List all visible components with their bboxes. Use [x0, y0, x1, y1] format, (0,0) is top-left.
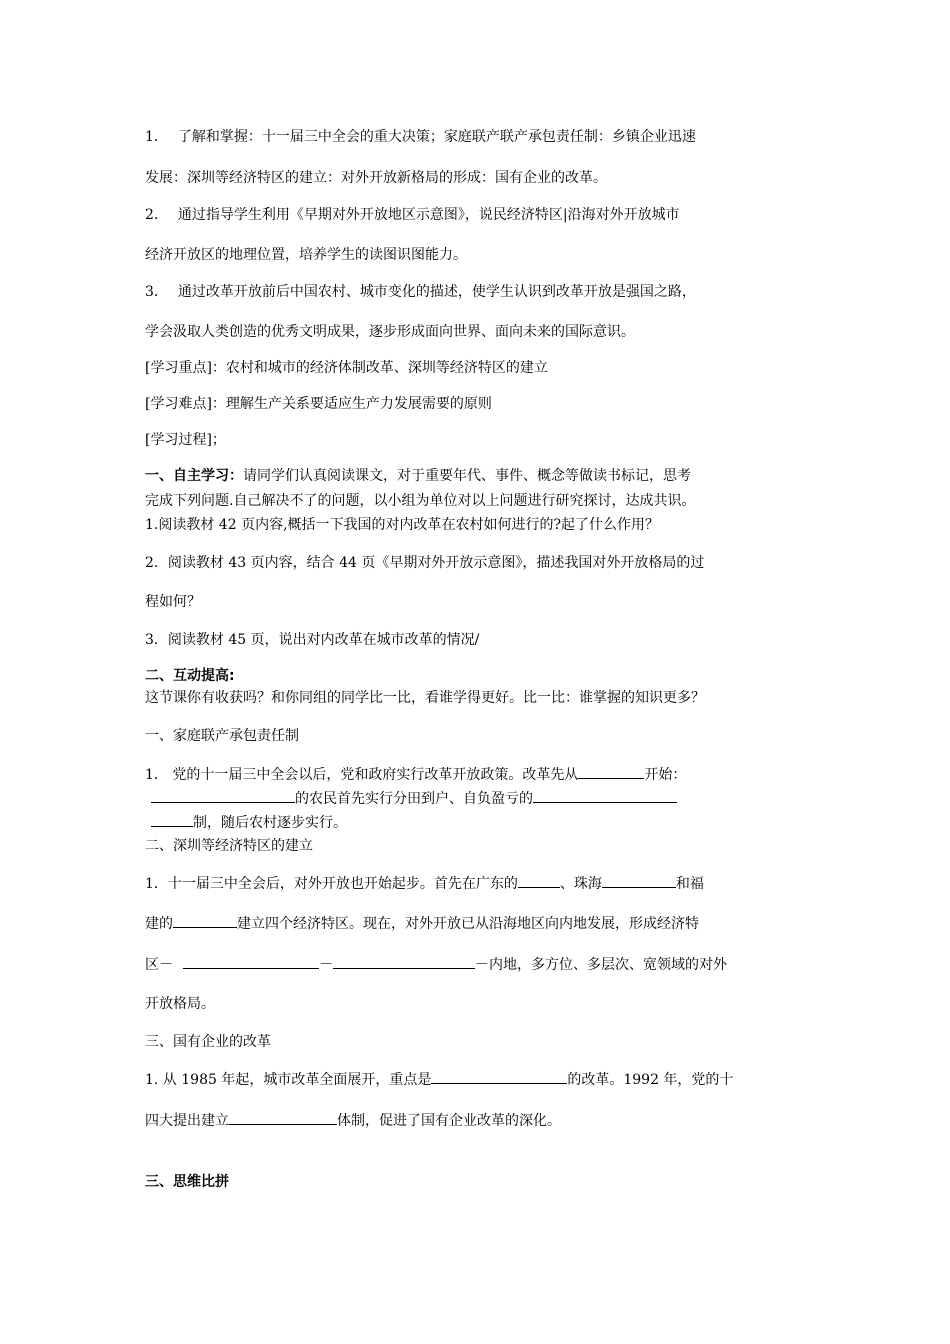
- learning-process: [学习过程]；: [145, 432, 226, 448]
- objective-3-line-2: 学会汲取人类创造的优秀文明成果，逐步形成面向世界、面向未来的国际意识。: [145, 324, 635, 340]
- section1-intro-line-2: 完成下列问题.自己解决不了的问题，以小组为单位对以上问题进行研究探讨，达成共识。: [145, 493, 696, 509]
- part3-line-1: 1. 从 1985 年起，城市改革全面展开，重点是 的改革。1992 年，党的十: [145, 1069, 733, 1090]
- part3-line-2: 四大提出建立 体制，促进了国有企业改革的深化。: [145, 1110, 561, 1131]
- fill-blank[interactable]: [173, 913, 237, 928]
- fill-blank[interactable]: [533, 788, 677, 803]
- section1-title: 一、自主学习：: [145, 468, 243, 484]
- section1-intro-line-1: 一、自主学习：请同学们认真阅读课文，对于重要年代、事件、概念等做读书标记，思考: [145, 468, 691, 484]
- objective-1-line-1: 1． 了解和掌握：十一届三中全会的重大决策；家庭联产联产承包责任制：乡镇企业迅速: [145, 129, 696, 145]
- part1-line-1: 1． 党的十一届三中全会以后，党和政府实行改革开放政策。改革先从 开始：: [145, 764, 686, 785]
- fill-blank[interactable]: [518, 873, 560, 888]
- part2-line-1: 1．十一届三中全会后，对外开放也开始起步。首先在广东的 、珠海 和福: [145, 873, 704, 894]
- fill-blank[interactable]: [229, 1110, 337, 1125]
- objective-2-line-2: 经济开放区的地理位置，培养学生的读图识图能力。: [145, 247, 467, 263]
- part2-title: 二、深圳等经济特区的建立: [145, 838, 313, 854]
- fill-blank[interactable]: [183, 954, 319, 969]
- part1-line-3: 制，随后农村逐步实行。: [151, 812, 347, 833]
- part1-title: 一、家庭联产承包责任制: [145, 728, 299, 744]
- objective-3-line-1: 3． 通过改革开放前后中国农村、城市变化的描述，使学生认识到改革开放是强国之路，: [145, 284, 696, 300]
- fill-blank[interactable]: [431, 1069, 567, 1084]
- fill-blank[interactable]: [333, 954, 475, 969]
- part3-title: 三、国有企业的改革: [145, 1034, 271, 1050]
- section2-intro: 这节课你有收获吗？和你同组的同学比一比，看谁学得更好。比一比：谁掌握的知识更多？: [145, 690, 705, 706]
- section3-title: 三、思维比拼: [145, 1174, 229, 1190]
- section1-question-2-line-1: 2．阅读教材 43 页内容，结合 44 页《早期对外开放示意图》，描述我国对外开放格局的过: [145, 555, 705, 571]
- fill-blank[interactable]: [151, 812, 193, 827]
- fill-blank[interactable]: [602, 873, 676, 888]
- part2-line-3: 区－ － －内地，多方位、多层次、宽领域的对外: [145, 954, 727, 975]
- difficulties: [学习难点]：理解生产关系要适应生产力发展需要的原则: [145, 396, 492, 412]
- section2-title: 二、互动提高:: [145, 668, 235, 684]
- fill-blank[interactable]: [578, 764, 644, 779]
- part2-line-4: 开放格局。: [145, 996, 215, 1012]
- objective-2-line-1: 2． 通过指导学生利用《早期对外开放地区示意图》，说民经济特区|沿海对外开放城市: [145, 207, 680, 223]
- part1-line-2: 的农民首先实行分田到户、自负盈亏的: [151, 788, 677, 809]
- section1-question-2-line-2: 程如何？: [145, 594, 201, 610]
- section1-question-1: 1.阅读教材 42 页内容,概括一下我国的对内改革在农村如何进行的?起了什么作用？: [145, 517, 660, 533]
- objective-1-line-2: 发展：深圳等经济特区的建立：对外开放新格局的形成：国有企业的改革。: [145, 170, 607, 186]
- fill-blank[interactable]: [151, 788, 295, 803]
- section1-question-3: 3．阅读教材 45 页，说出对内改革在城市改革的情况/: [145, 632, 480, 648]
- key-points: [学习重点]：农村和城市的经济体制改革、深圳等经济特区的建立: [145, 360, 548, 376]
- part2-line-2: 建的 建立四个经济特区。现在，对外开放已从沿海地区向内地发展，形成经济特: [145, 913, 699, 934]
